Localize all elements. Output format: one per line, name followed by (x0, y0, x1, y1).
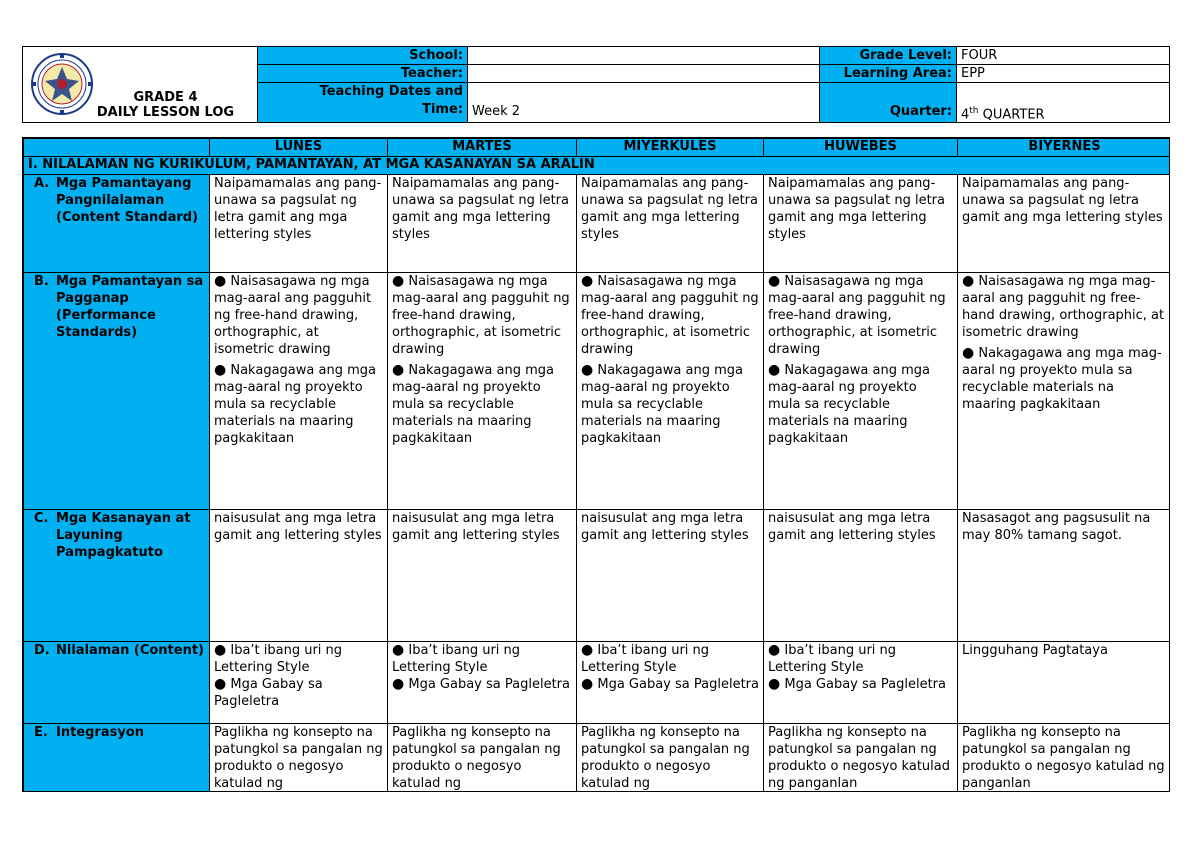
row-label-d (24, 642, 210, 724)
lesson-log-table (22, 137, 1170, 792)
table-cell[interactable]: Naipamamalas ang pang-unawa sa pagsulat ng letra gamit ang mga lettering styles (577, 175, 764, 273)
table-row-b (24, 273, 1171, 510)
table-cell[interactable] (958, 273, 1171, 510)
day-header-huwebes: HUWEBES (764, 139, 958, 157)
list-item: ● Nakagagawa ang mga mag-aaral ng proyekto mula sa recyclable materials na maaring pagkakitaan (392, 362, 554, 446)
day-header-miyerkules: MIYERKULES (577, 139, 764, 157)
teaching-dates-label-line2: Time: (422, 102, 463, 117)
log-title: DAILY LESSON LOG (96, 105, 235, 120)
bullet-icon: ● (581, 362, 594, 378)
row-letter: B. (34, 274, 49, 289)
table-cell[interactable]: Paglikha ng konsepto na patungkol sa pangalan ng produkto o negosyo katulad ng (210, 724, 388, 793)
row-label-text: Mga Pamantayang Pangnilalaman (Content Standard) (56, 176, 199, 225)
table-cell[interactable]: naisusulat ang mga letra gamit ang lettering styles (388, 510, 577, 642)
grade-level-field[interactable]: FOUR (957, 47, 1169, 65)
bullet-icon: ● (962, 273, 975, 289)
bullet-icon: ● (392, 676, 405, 692)
day-header-row (24, 139, 1171, 157)
lesson-table (23, 138, 1170, 792)
table-cell[interactable]: Nasasagot ang pagsusulit na may 80% tamang sagot. (958, 510, 1171, 642)
row-letter: D. (34, 643, 50, 658)
grade-label: GRADE 4 (133, 90, 198, 105)
list-item: ● Mga Gabay sa Pagleletra (768, 676, 946, 692)
list-item: ● Naisasagawa ng mga mag-aaral ang pagguhit ng free-hand drawing, orthographic, at isometric drawing (581, 273, 759, 357)
list-item: ● Mga Gabay sa Pagleletra (581, 676, 759, 692)
grade-title (73, 90, 258, 120)
bullet-icon: ● (768, 642, 781, 658)
list-item: ● Mga Gabay sa Pagleletra (214, 676, 323, 709)
table-cell[interactable] (210, 273, 388, 510)
table-cell[interactable]: Naipamamalas ang pang-unawa sa pagsulat ng letra gamit ang mga lettering styles (210, 175, 388, 273)
teacher-label: Teacher: (258, 65, 468, 83)
teaching-dates-field[interactable] (468, 83, 820, 122)
section-title: I. NILALAMAN NG KURIKULUM, PAMANTAYAN, AT MGA KASANAYAN SA ARALIN (24, 157, 1171, 175)
table-cell[interactable]: Paglikha ng konsepto na patungkol sa pangalan ng produkto o negosyo katulad ng panganlan (958, 724, 1171, 793)
quarter-text: QUARTER (978, 107, 1045, 123)
table-cell[interactable]: naisusulat ang mga letra gamit ang lettering styles (210, 510, 388, 642)
bullet-icon: ● (214, 676, 227, 692)
table-cell[interactable] (388, 642, 577, 724)
school-label: School: (258, 47, 468, 65)
grade-level-label: Grade Level: (820, 47, 957, 65)
table-cell[interactable]: Paglikha ng konsepto na patungkol sa pangalan ng produkto o negosyo katulad ng (577, 724, 764, 793)
list-item: ● Naisasagawa ng mga mag-aaral ang pagguhit ng free-hand drawing, orthographic, at isometric drawing (768, 273, 946, 357)
bullet-icon: ● (962, 345, 975, 361)
row-label-text: Integrasyon (56, 725, 145, 740)
list-item: ● Iba’t ibang uri ng Lettering Style (214, 642, 343, 675)
row-label-text: Mga Pamantayan sa Pagganap (Performance Standards) (56, 274, 204, 340)
bullet-icon: ● (768, 362, 781, 378)
table-cell[interactable] (577, 642, 764, 724)
header-info-grid (258, 47, 1169, 122)
row-label-e (24, 724, 210, 793)
bullet-icon: ● (768, 273, 781, 289)
row-letter: E. (34, 725, 48, 740)
row-label-b (24, 273, 210, 510)
row-letter: A. (34, 176, 50, 191)
table-cell[interactable] (577, 273, 764, 510)
row-letter: C. (34, 511, 49, 526)
list-item: ● Nakagagawa ang mga mag-aaral ng proyekto mula sa recyclable materials na maaring pagkakitaan (962, 345, 1162, 412)
teaching-dates-value: Week 2 (472, 104, 521, 119)
bullet-icon: ● (581, 273, 594, 289)
table-cell[interactable]: Naipamamalas ang pang-unawa sa pagsulat ng letra gamit ang mga lettering styles (388, 175, 577, 273)
list-item: ● Nakagagawa ang mga mag-aaral ng proyekto mula sa recyclable materials na maaring pagkakitaan (581, 362, 743, 446)
list-item: ● Nakagagawa ang mga mag-aaral ng proyekto mula sa recyclable materials na maaring pagkakitaan (768, 362, 930, 446)
bullet-icon: ● (214, 642, 227, 658)
list-item: ● Naisasagawa ng mga mag-aaral ang pagguhit ng free-hand drawing, orthographic, at isometric drawing (962, 273, 1165, 340)
bullet-icon: ● (392, 642, 405, 658)
section-row (24, 157, 1171, 175)
lesson-log-header (22, 46, 1170, 123)
school-field[interactable] (468, 47, 820, 65)
table-row-a (24, 175, 1171, 273)
teaching-dates-label-line1: Teaching Dates and (319, 84, 463, 99)
bullet-icon: ● (581, 676, 594, 692)
list-item: ● Naisasagawa ng mga mag-aaral ang pagguhit ng free-hand drawing, orthographic, at isometric drawing (392, 273, 570, 357)
list-item: ● Mga Gabay sa Pagleletra (392, 676, 570, 692)
list-item: ● Iba’t ibang uri ng Lettering Style (392, 642, 521, 675)
teacher-field[interactable] (468, 65, 820, 83)
table-cell[interactable]: naisusulat ang mga letra gamit ang lettering styles (577, 510, 764, 642)
table-cell[interactable]: Paglikha ng konsepto na patungkol sa pangalan ng produkto o negosyo katulad ng (388, 724, 577, 793)
bullet-icon: ● (214, 362, 227, 378)
row-label-text: Mga Kasanayan at Layuning Pampagkatuto (56, 511, 191, 560)
day-header-biyernes: BIYERNES (958, 139, 1171, 157)
table-row-d (24, 642, 1171, 724)
row-label-text: Nilalaman (Content) (56, 643, 205, 658)
list-item: ● Naisasagawa ng mga mag-aaral ang pagguhit ng free-hand drawing, orthographic, at isometric drawing (214, 273, 372, 357)
table-cell[interactable] (764, 642, 958, 724)
table-cell[interactable]: naisusulat ang mga letra gamit ang lettering styles (764, 510, 958, 642)
learning-area-field[interactable]: EPP (957, 65, 1169, 83)
quarter-field[interactable] (957, 83, 1169, 122)
table-row-c (24, 510, 1171, 642)
list-item: ● Iba’t ibang uri ng Lettering Style (581, 642, 710, 675)
bullet-icon: ● (214, 273, 227, 289)
bullet-icon: ● (392, 273, 405, 289)
teaching-dates-label (258, 83, 468, 122)
table-cell[interactable]: Naipamamalas ang pang-unawa sa pagsulat ng letra gamit ang mga lettering styles (958, 175, 1171, 273)
quarter-label-text: Quarter: (889, 104, 952, 119)
list-item: ● Nakagagawa ang mga mag-aaral ng proyekto mula sa recyclable materials na maaring pagkakitaan (214, 362, 376, 446)
bullet-icon: ● (768, 676, 781, 692)
table-row-e (24, 724, 1171, 793)
learning-area-label: Learning Area: (820, 65, 957, 83)
quarter-label (820, 83, 957, 122)
table-cell[interactable]: Paglikha ng konsepto na patungkol sa pangalan ng produkto o negosyo katulad ng panganlan (764, 724, 958, 793)
quarter-number: 4 (961, 107, 970, 123)
list-item: ● Iba’t ibang uri ng Lettering Style (768, 642, 897, 675)
corner-cell (24, 139, 210, 157)
table-cell[interactable]: Naipamamalas ang pang-unawa sa pagsulat ng letra gamit ang mga lettering styles (764, 175, 958, 273)
quarter-suffix: th (969, 106, 979, 116)
table-cell[interactable]: Lingguhang Pagtataya (958, 642, 1171, 724)
table-cell[interactable] (388, 273, 577, 510)
header-title-block (23, 47, 258, 122)
row-label-c (24, 510, 210, 642)
day-header-martes: MARTES (388, 139, 577, 157)
table-cell[interactable] (210, 642, 388, 724)
row-label-a (24, 175, 210, 273)
table-cell[interactable] (764, 273, 958, 510)
day-header-lunes: LUNES (210, 139, 388, 157)
bullet-icon: ● (392, 362, 405, 378)
bullet-icon: ● (581, 642, 594, 658)
